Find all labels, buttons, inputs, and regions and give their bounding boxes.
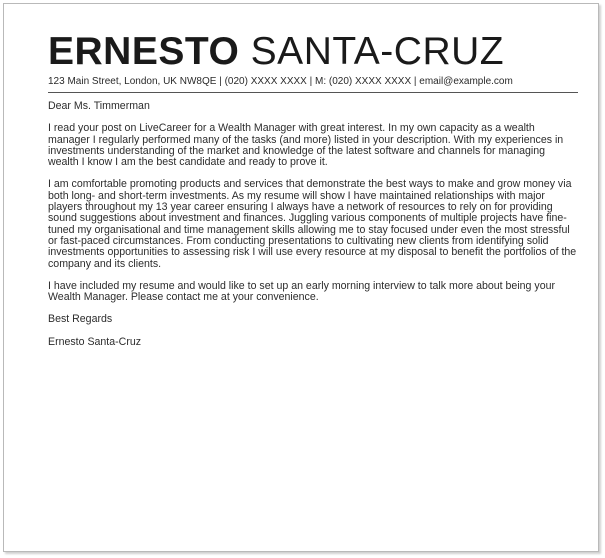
- paragraph-intro: I read your post on LiveCareer for a Wealth Manager with great interest. In my own capacity as a wealth manager I regularly performed many of the tasks (and more) listed in your description. With my experiences in investments understanding of the market and knowledge of the latest software and channels for managing wealth I know I am the best candidate and ready to prove it.: [48, 122, 564, 169]
- last-name: SANTA-CRUZ: [250, 30, 505, 73]
- closing: Best Regards: [48, 313, 113, 326]
- contact-line: 123 Main Street, London, UK NW8QE | (020) XXXX XXXX | M: (020) XXXX XXXX | email@example.com: [48, 75, 578, 93]
- cover-letter: [48, 30, 578, 348]
- applicant-name: [48, 30, 578, 74]
- letter-frame: [3, 3, 599, 552]
- first-name: ERNESTO: [48, 30, 240, 73]
- paragraph-experience: I am comfortable promoting products and services that demonstrate the best ways to make and grow money via both long- and short-term investments. As my resume will show I have maintained relationships with major players throughout my 13 year career ensuring I always have a network of resources to rely on for providing sound suggestions about investment and finances. Juggling various components of multiple projects have fine-tuned my organisational and time management skills allowing me to stay focused under even the most stressful or fast-paced circumstances. From conducting presentations to cultivating new clients from identifying solid investments opportunities to assessing risk I will use every resource at my disposal to benefit the portfolios of the company and its clients.: [48, 178, 577, 270]
- letter-body: [48, 101, 578, 348]
- signature: Ernesto Santa-Cruz: [48, 335, 142, 348]
- paragraph-closing: I have included my resume and would like to set up an early morning interview to talk more about being your Wealth Manager. Please contact me at your convenience.: [48, 279, 556, 304]
- salutation: Dear Ms. Timmerman: [48, 100, 150, 112]
